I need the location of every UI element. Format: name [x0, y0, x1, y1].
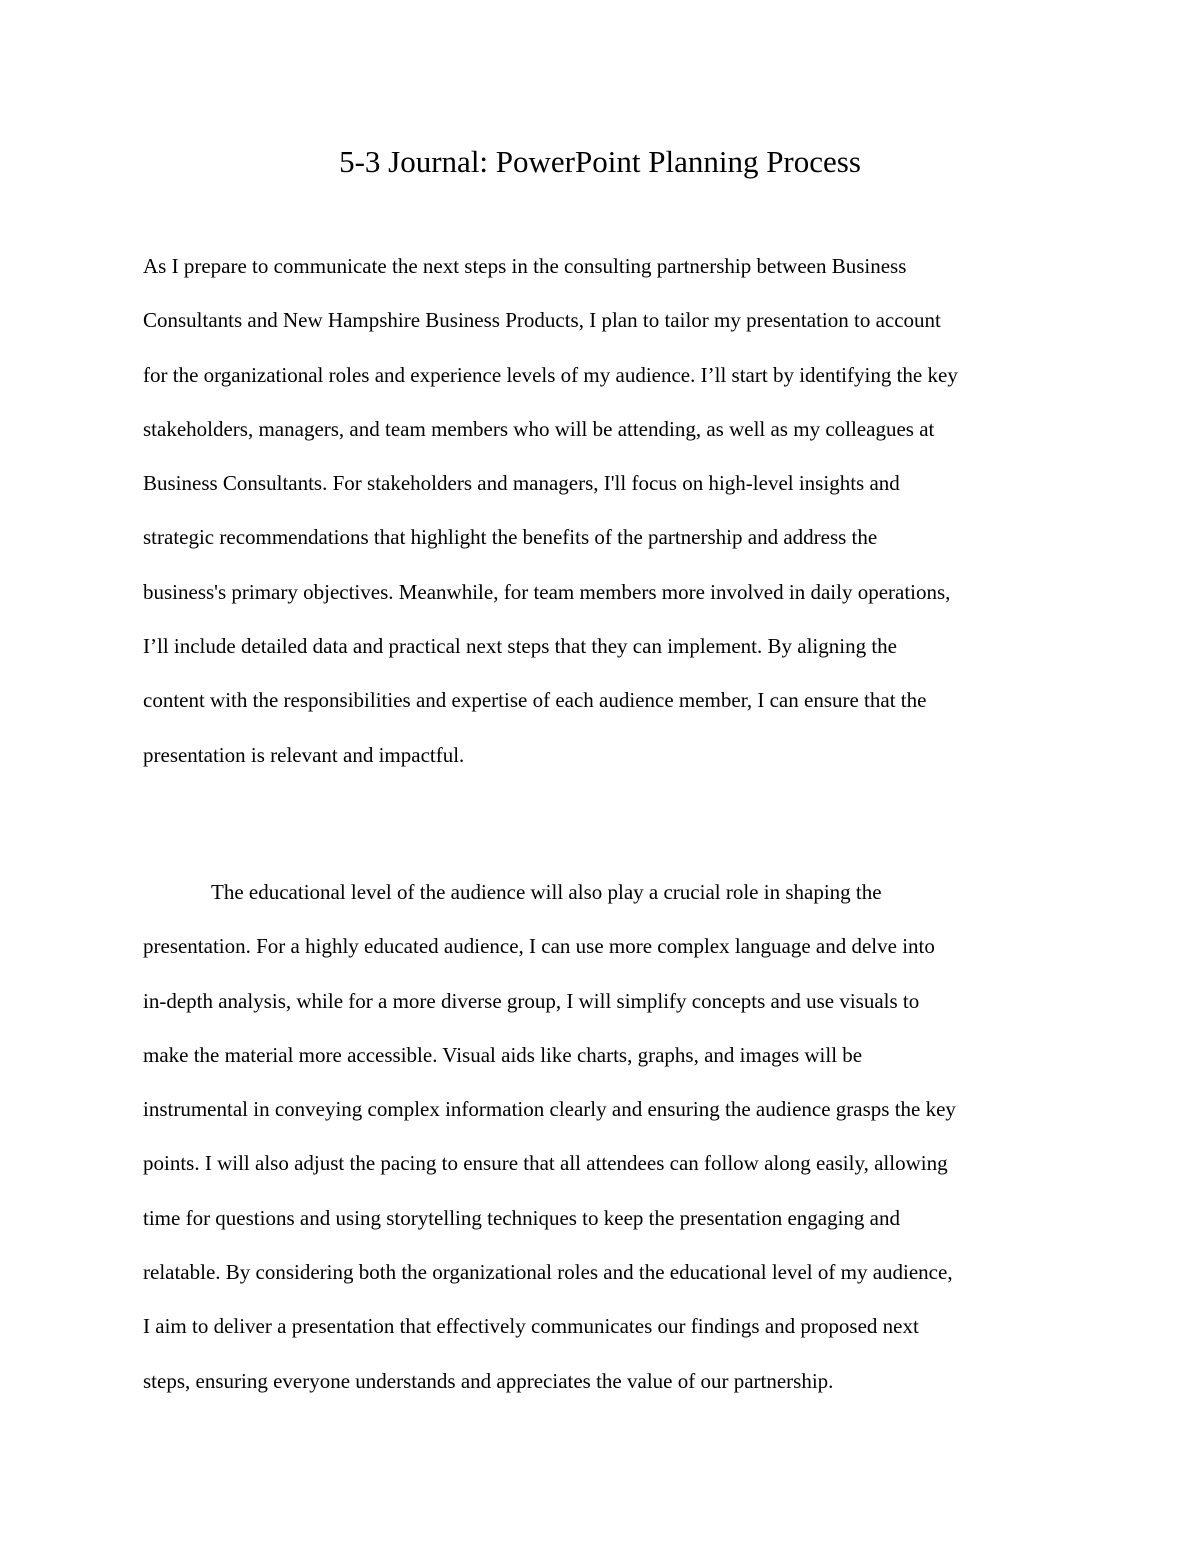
- paragraph-line: stakeholders, managers, and team members who will be attending, as well as my colleagues at: [143, 416, 935, 441]
- paragraph-line: instrumental in conveying complex information clearly and ensuring the audience grasps the key: [143, 1097, 956, 1122]
- paragraph-line: I aim to deliver a presentation that effectively communicates our findings and proposed next: [143, 1314, 919, 1339]
- paragraph-line: The educational level of the audience will also play a crucial role in shaping the: [211, 880, 882, 904]
- paragraph-line: Business Consultants. For stakeholders and managers, I'll focus on high-level insights and: [143, 471, 900, 496]
- paragraph-line: business's primary objectives. Meanwhile, for team members more involved in daily operations,: [143, 579, 951, 604]
- paragraph-line: make the material more accessible. Visual aids like charts, graphs, and images will be: [143, 1042, 863, 1067]
- paragraph-line: for the organizational roles and experience levels of my audience. I’ll start by identifying the key: [143, 362, 958, 387]
- paragraph-line: relatable. By considering both the organizational roles and the educational level of my audience,: [143, 1260, 953, 1285]
- paragraph-education: [143, 865, 1073, 1408]
- paragraph-line: strategic recommendations that highlight the benefits of the partnership and address the: [143, 525, 878, 550]
- paragraph-line: in-depth analysis, while for a more diverse group, I will simplify concepts and use visuals to: [143, 988, 920, 1013]
- paragraph-line: Consultants and New Hampshire Business Products, I plan to tailor my presentation to account: [143, 308, 941, 333]
- paragraph-roles: [143, 239, 1073, 782]
- paragraph-line: I’ll include detailed data and practical next steps that they can implement. By aligning the: [143, 634, 898, 659]
- paragraph-line: As I prepare to communicate the next steps in the consulting partnership between Business: [143, 254, 907, 278]
- paragraph-line: time for questions and using storytelling techniques to keep the presentation engaging and: [143, 1205, 900, 1230]
- paragraph-line: presentation. For a highly educated audience, I can use more complex language and delve into: [143, 934, 935, 959]
- paragraph-line: presentation is relevant and impactful.: [143, 742, 465, 767]
- paragraph-line: points. I will also adjust the pacing to ensure that all attendees can follow along easily, allowing: [143, 1151, 948, 1176]
- paragraph-line: steps, ensuring everyone understands and appreciates the value of our partnership.: [143, 1368, 834, 1393]
- page-title: 5-3 Journal: PowerPoint Planning Process: [339, 144, 861, 179]
- paragraph-line: content with the responsibilities and expertise of each audience member, I can ensure that the: [143, 688, 927, 713]
